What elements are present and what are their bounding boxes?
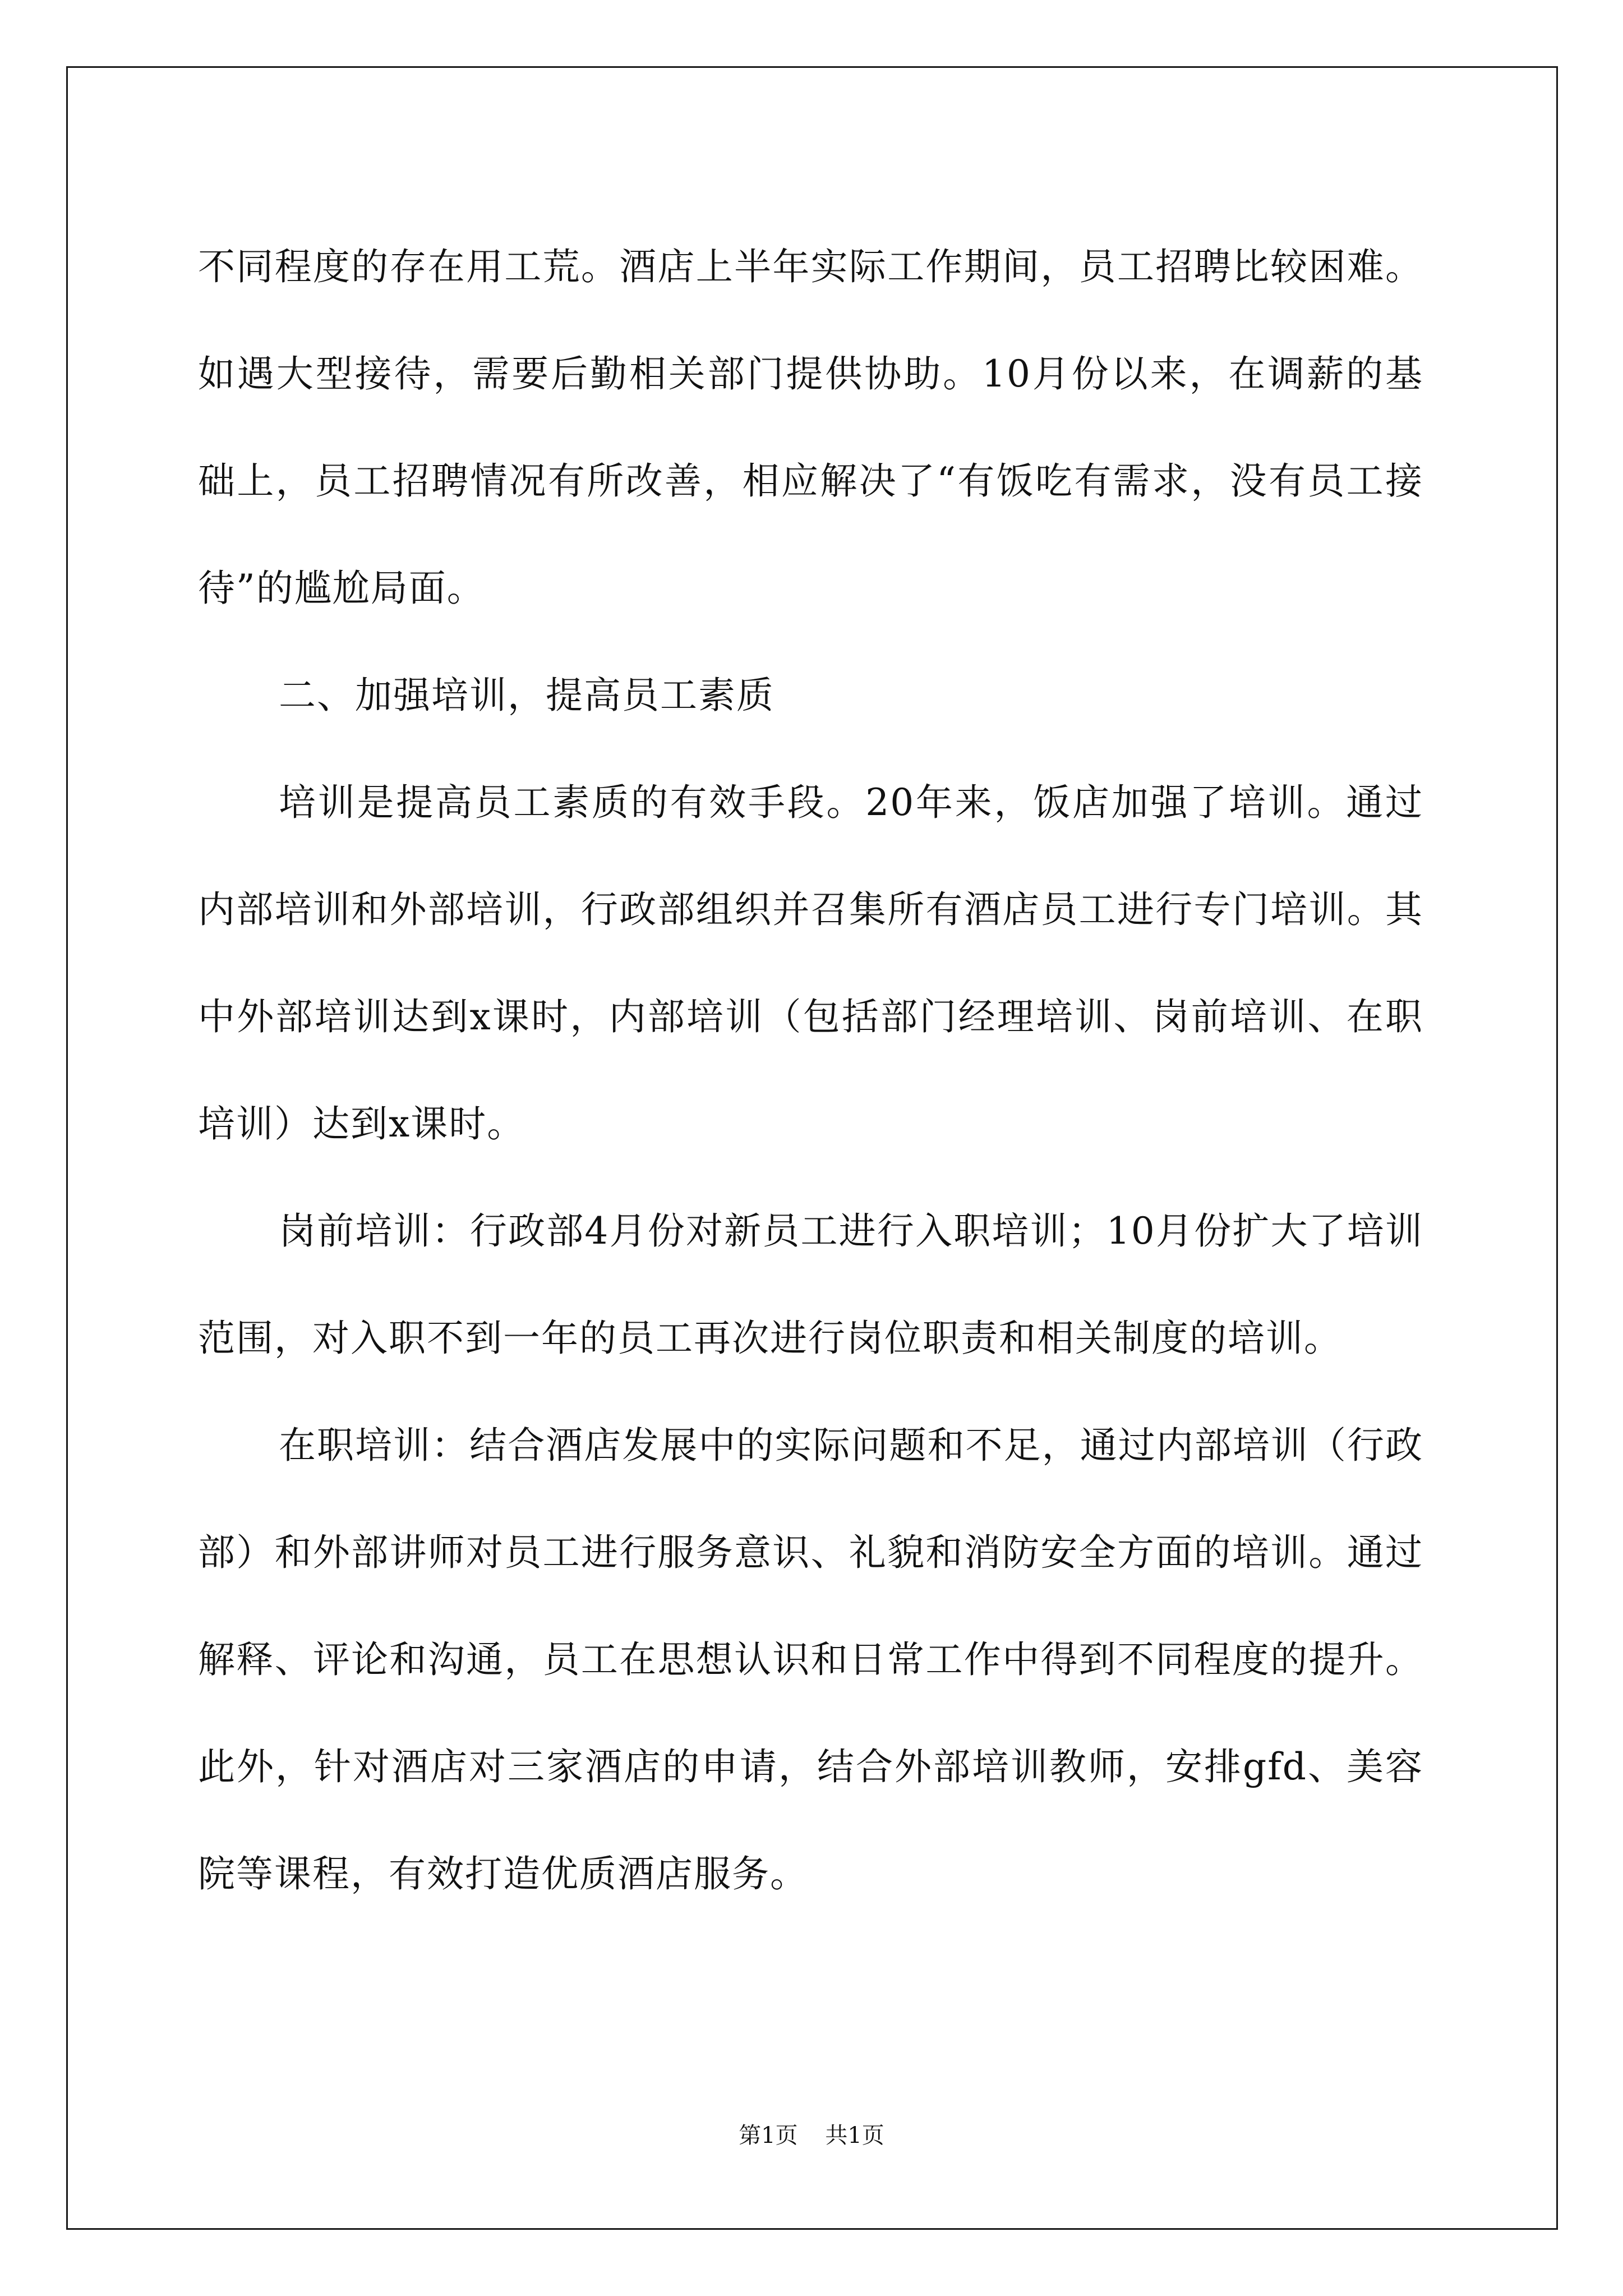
section-heading: 二、加强培训，提高员工素质 bbox=[279, 674, 774, 717]
paragraph-on-job-training: 在职培训：结合酒店发展中的实际问题和不足，通过内部培训（行政部）和外部讲师对员工进行服务意识、礼貌和消防安全方面的培训。通过解释、评论和沟通，员工在思想认识和日常工作中得到不同程度的提升。此外，针对酒店对三家酒店的申请，结合外部培训教师，安排gfd、美容院等课程，有效打造优质酒店服务。 bbox=[198, 1424, 1423, 1895]
document-body bbox=[198, 213, 1423, 1927]
page-footer bbox=[0, 2118, 1623, 2150]
paragraph-pre-job-training: 岗前培训：行政部4月份对新员工进行入职培训；10月份扩大了培训范围，对入职不到一年的员工再次进行岗位职责和相关制度的培训。 bbox=[198, 1209, 1423, 1360]
paragraph-training-overview: 培训是提高员工素质的有效手段。20年来，饭店加强了培训。通过内部培训和外部培训，行政部组织并召集所有酒店员工进行专门培训。其中外部培训达到x课时，内部培训（包括部门经理培训、岗前培训、在职培训）达到x课时。 bbox=[198, 781, 1423, 1145]
page-number: 第1页 bbox=[739, 2123, 798, 2148]
page-total: 共1页 bbox=[825, 2123, 884, 2148]
paragraph-1: 不同程度的存在用工荒。酒店上半年实际工作期间，员工招聘比较困难。如遇大型接待，需要后勤相关部门提供协助。10月份以来，在调薪的基础上，员工招聘情况有所改善，相应解决了“有饭吃有需求，没有员工接待”的尴尬局面。 bbox=[198, 245, 1423, 610]
